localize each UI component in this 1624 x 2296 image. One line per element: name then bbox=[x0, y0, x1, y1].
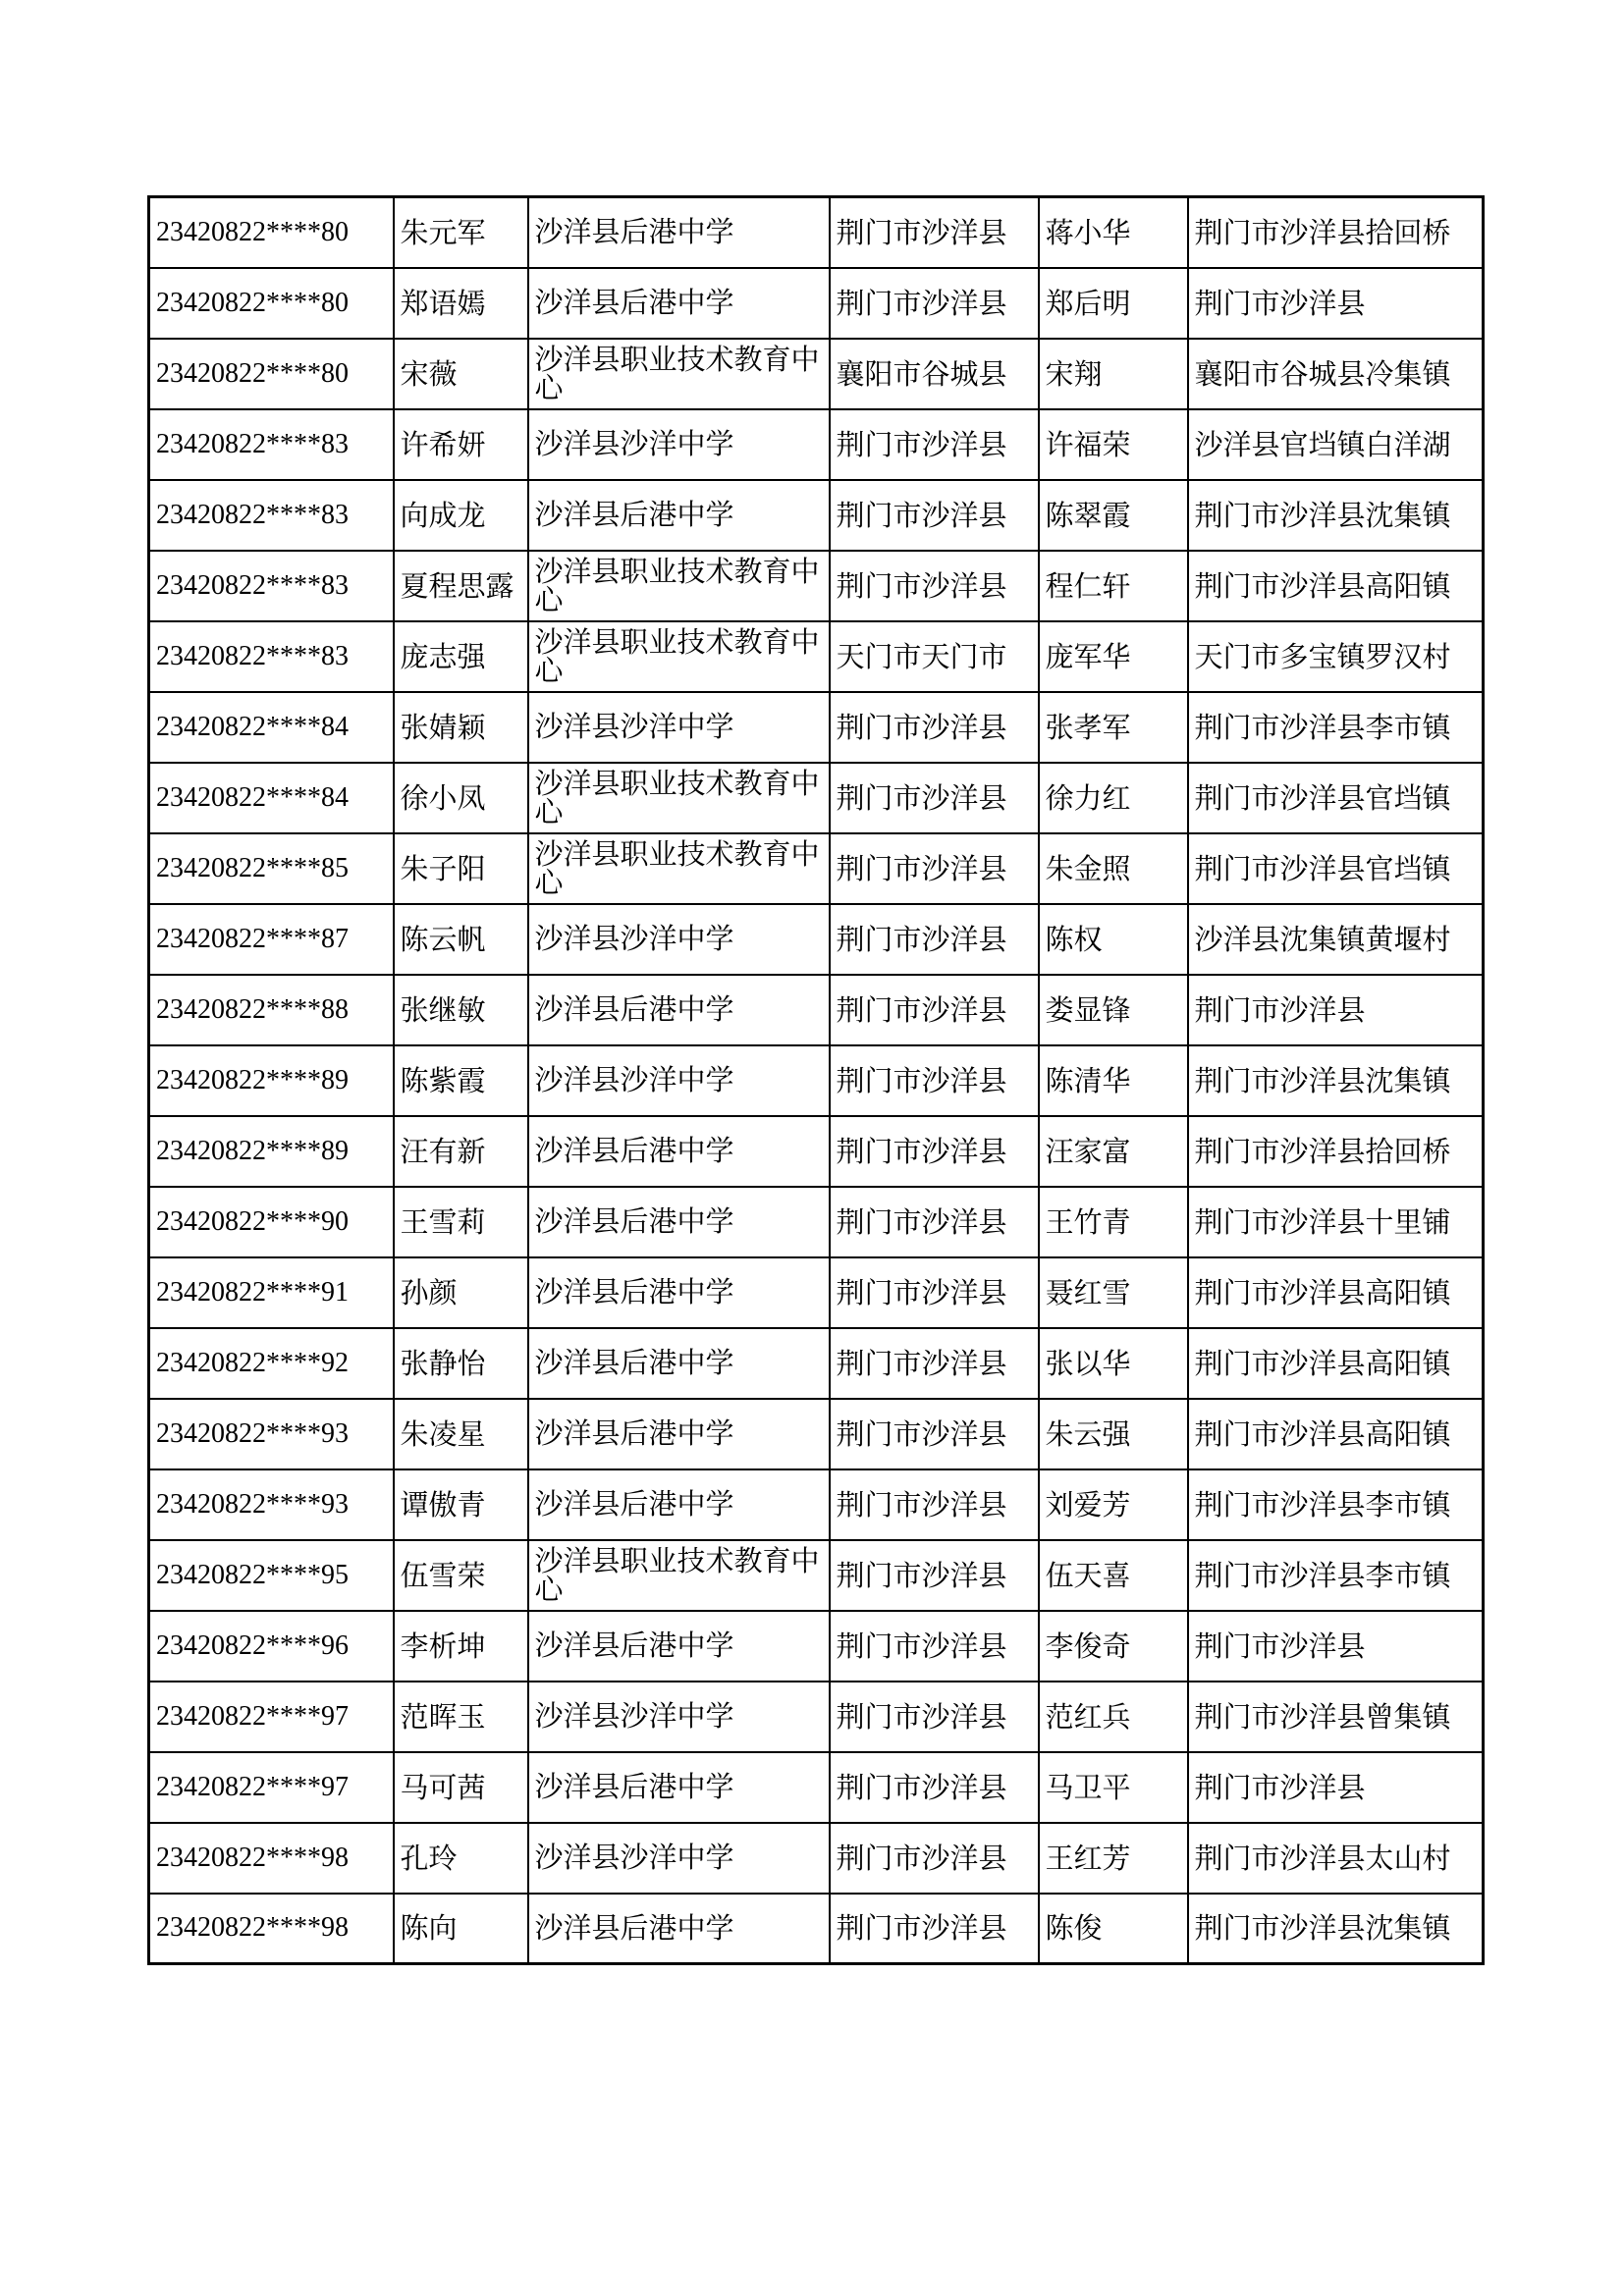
region-cell: 荆门市沙洋县 bbox=[830, 268, 1039, 339]
student-name-cell: 汪有新 bbox=[394, 1116, 528, 1187]
address-cell: 襄阳市谷城县冷集镇 bbox=[1188, 339, 1484, 409]
region-cell: 荆门市沙洋县 bbox=[830, 692, 1039, 763]
region-cell: 襄阳市谷城县 bbox=[830, 339, 1039, 409]
address-cell: 荆门市沙洋县沈集镇 bbox=[1188, 1045, 1484, 1116]
school-cell: 沙洋县后港中学 bbox=[528, 1611, 830, 1682]
school-cell: 沙洋县后港中学 bbox=[528, 1187, 830, 1257]
table-row bbox=[149, 904, 1484, 975]
guardian-name-cell: 陈清华 bbox=[1039, 1045, 1188, 1116]
region-cell: 荆门市沙洋县 bbox=[830, 1328, 1039, 1399]
region-cell: 荆门市沙洋县 bbox=[830, 197, 1039, 268]
school-cell: 沙洋县后港中学 bbox=[528, 480, 830, 551]
region-cell: 荆门市沙洋县 bbox=[830, 1752, 1039, 1823]
table-row bbox=[149, 692, 1484, 763]
address-cell: 荆门市沙洋县 bbox=[1188, 1611, 1484, 1682]
registration-id-cell: 23420822****95 bbox=[149, 1540, 394, 1611]
guardian-name-cell: 许福荣 bbox=[1039, 409, 1188, 480]
student-name-cell: 朱子阳 bbox=[394, 833, 528, 904]
registration-id-cell: 23420822****83 bbox=[149, 551, 394, 621]
school-cell: 沙洋县后港中学 bbox=[528, 1399, 830, 1469]
school-cell: 沙洋县职业技术教育中心 bbox=[528, 339, 830, 409]
registration-id-cell: 23420822****84 bbox=[149, 763, 394, 833]
region-cell: 荆门市沙洋县 bbox=[830, 1187, 1039, 1257]
guardian-name-cell: 王竹青 bbox=[1039, 1187, 1188, 1257]
address-cell: 荆门市沙洋县沈集镇 bbox=[1188, 480, 1484, 551]
guardian-name-cell: 张孝军 bbox=[1039, 692, 1188, 763]
region-cell: 荆门市沙洋县 bbox=[830, 975, 1039, 1045]
guardian-name-cell: 王红芳 bbox=[1039, 1823, 1188, 1894]
student-name-cell: 孙颜 bbox=[394, 1257, 528, 1328]
registration-id-cell: 23420822****87 bbox=[149, 904, 394, 975]
school-cell: 沙洋县后港中学 bbox=[528, 1328, 830, 1399]
guardian-name-cell: 程仁轩 bbox=[1039, 551, 1188, 621]
student-name-cell: 陈云帆 bbox=[394, 904, 528, 975]
registration-id-cell: 23420822****80 bbox=[149, 339, 394, 409]
school-cell: 沙洋县后港中学 bbox=[528, 1469, 830, 1540]
registration-id-cell: 23420822****80 bbox=[149, 268, 394, 339]
school-cell: 沙洋县沙洋中学 bbox=[528, 1823, 830, 1894]
table-row bbox=[149, 480, 1484, 551]
table-row bbox=[149, 1682, 1484, 1752]
address-cell: 荆门市沙洋县 bbox=[1188, 975, 1484, 1045]
school-cell: 沙洋县沙洋中学 bbox=[528, 904, 830, 975]
registration-id-cell: 23420822****83 bbox=[149, 621, 394, 692]
guardian-name-cell: 李俊奇 bbox=[1039, 1611, 1188, 1682]
school-cell: 沙洋县沙洋中学 bbox=[528, 692, 830, 763]
region-cell: 荆门市沙洋县 bbox=[830, 551, 1039, 621]
table-row bbox=[149, 409, 1484, 480]
region-cell: 荆门市沙洋县 bbox=[830, 1682, 1039, 1752]
student-name-cell: 朱元军 bbox=[394, 197, 528, 268]
address-cell: 荆门市沙洋县高阳镇 bbox=[1188, 1257, 1484, 1328]
guardian-name-cell: 陈权 bbox=[1039, 904, 1188, 975]
table-row bbox=[149, 197, 1484, 268]
table-row bbox=[149, 551, 1484, 621]
registration-id-cell: 23420822****96 bbox=[149, 1611, 394, 1682]
guardian-name-cell: 范红兵 bbox=[1039, 1682, 1188, 1752]
student-name-cell: 陈向 bbox=[394, 1894, 528, 1964]
region-cell: 荆门市沙洋县 bbox=[830, 763, 1039, 833]
guardian-name-cell: 张以华 bbox=[1039, 1328, 1188, 1399]
region-cell: 荆门市沙洋县 bbox=[830, 1399, 1039, 1469]
address-cell: 荆门市沙洋县高阳镇 bbox=[1188, 1399, 1484, 1469]
guardian-name-cell: 娄显锋 bbox=[1039, 975, 1188, 1045]
school-cell: 沙洋县职业技术教育中心 bbox=[528, 621, 830, 692]
registration-id-cell: 23420822****84 bbox=[149, 692, 394, 763]
school-cell: 沙洋县职业技术教育中心 bbox=[528, 763, 830, 833]
guardian-name-cell: 聂红雪 bbox=[1039, 1257, 1188, 1328]
registration-id-cell: 23420822****98 bbox=[149, 1894, 394, 1964]
student-name-cell: 许希妍 bbox=[394, 409, 528, 480]
address-cell: 荆门市沙洋县曾集镇 bbox=[1188, 1682, 1484, 1752]
table-row bbox=[149, 621, 1484, 692]
guardian-name-cell: 庞军华 bbox=[1039, 621, 1188, 692]
table-row bbox=[149, 1540, 1484, 1611]
student-name-cell: 王雪莉 bbox=[394, 1187, 528, 1257]
school-cell: 沙洋县后港中学 bbox=[528, 1752, 830, 1823]
region-cell: 荆门市沙洋县 bbox=[830, 1045, 1039, 1116]
address-cell: 沙洋县官垱镇白洋湖 bbox=[1188, 409, 1484, 480]
table-row bbox=[149, 339, 1484, 409]
region-cell: 荆门市沙洋县 bbox=[830, 409, 1039, 480]
school-cell: 沙洋县沙洋中学 bbox=[528, 1682, 830, 1752]
student-name-cell: 孔玲 bbox=[394, 1823, 528, 1894]
guardian-name-cell: 刘爱芳 bbox=[1039, 1469, 1188, 1540]
registration-id-cell: 23420822****89 bbox=[149, 1116, 394, 1187]
address-cell: 天门市多宝镇罗汉村 bbox=[1188, 621, 1484, 692]
table-row bbox=[149, 268, 1484, 339]
school-cell: 沙洋县沙洋中学 bbox=[528, 409, 830, 480]
address-cell: 荆门市沙洋县 bbox=[1188, 1752, 1484, 1823]
registration-id-cell: 23420822****98 bbox=[149, 1823, 394, 1894]
records-table-body bbox=[149, 197, 1484, 1964]
registration-id-cell: 23420822****83 bbox=[149, 480, 394, 551]
school-cell: 沙洋县后港中学 bbox=[528, 1116, 830, 1187]
registration-id-cell: 23420822****88 bbox=[149, 975, 394, 1045]
student-name-cell: 徐小凤 bbox=[394, 763, 528, 833]
student-name-cell: 夏程思露 bbox=[394, 551, 528, 621]
table-row bbox=[149, 1469, 1484, 1540]
address-cell: 沙洋县沈集镇黄堰村 bbox=[1188, 904, 1484, 975]
guardian-name-cell: 陈俊 bbox=[1039, 1894, 1188, 1964]
registration-id-cell: 23420822****89 bbox=[149, 1045, 394, 1116]
table-row bbox=[149, 1116, 1484, 1187]
address-cell: 荆门市沙洋县李市镇 bbox=[1188, 1540, 1484, 1611]
region-cell: 荆门市沙洋县 bbox=[830, 1611, 1039, 1682]
region-cell: 荆门市沙洋县 bbox=[830, 1894, 1039, 1964]
region-cell: 荆门市沙洋县 bbox=[830, 1469, 1039, 1540]
address-cell: 荆门市沙洋县高阳镇 bbox=[1188, 551, 1484, 621]
table-row bbox=[149, 763, 1484, 833]
region-cell: 荆门市沙洋县 bbox=[830, 1257, 1039, 1328]
student-name-cell: 张婧颖 bbox=[394, 692, 528, 763]
guardian-name-cell: 朱云强 bbox=[1039, 1399, 1188, 1469]
region-cell: 荆门市沙洋县 bbox=[830, 1116, 1039, 1187]
table-row bbox=[149, 1823, 1484, 1894]
address-cell: 荆门市沙洋县太山村 bbox=[1188, 1823, 1484, 1894]
registration-id-cell: 23420822****90 bbox=[149, 1187, 394, 1257]
school-cell: 沙洋县后港中学 bbox=[528, 1257, 830, 1328]
school-cell: 沙洋县职业技术教育中心 bbox=[528, 551, 830, 621]
registration-id-cell: 23420822****93 bbox=[149, 1469, 394, 1540]
registration-id-cell: 23420822****97 bbox=[149, 1752, 394, 1823]
student-name-cell: 庞志强 bbox=[394, 621, 528, 692]
guardian-name-cell: 朱金照 bbox=[1039, 833, 1188, 904]
table-row bbox=[149, 1611, 1484, 1682]
registration-id-cell: 23420822****97 bbox=[149, 1682, 394, 1752]
student-name-cell: 李析坤 bbox=[394, 1611, 528, 1682]
region-cell: 荆门市沙洋县 bbox=[830, 904, 1039, 975]
address-cell: 荆门市沙洋县 bbox=[1188, 268, 1484, 339]
student-name-cell: 向成龙 bbox=[394, 480, 528, 551]
region-cell: 天门市天门市 bbox=[830, 621, 1039, 692]
school-cell: 沙洋县职业技术教育中心 bbox=[528, 1540, 830, 1611]
table-row bbox=[149, 1894, 1484, 1964]
address-cell: 荆门市沙洋县官垱镇 bbox=[1188, 763, 1484, 833]
student-name-cell: 范晖玉 bbox=[394, 1682, 528, 1752]
guardian-name-cell: 宋翔 bbox=[1039, 339, 1188, 409]
school-cell: 沙洋县后港中学 bbox=[528, 268, 830, 339]
student-name-cell: 伍雪荣 bbox=[394, 1540, 528, 1611]
table-row bbox=[149, 1187, 1484, 1257]
student-name-cell: 郑语嫣 bbox=[394, 268, 528, 339]
student-name-cell: 马可茜 bbox=[394, 1752, 528, 1823]
table-row bbox=[149, 1045, 1484, 1116]
registration-id-cell: 23420822****83 bbox=[149, 409, 394, 480]
student-name-cell: 谭傲青 bbox=[394, 1469, 528, 1540]
address-cell: 荆门市沙洋县官垱镇 bbox=[1188, 833, 1484, 904]
address-cell: 荆门市沙洋县十里铺 bbox=[1188, 1187, 1484, 1257]
school-cell: 沙洋县后港中学 bbox=[528, 975, 830, 1045]
student-name-cell: 张继敏 bbox=[394, 975, 528, 1045]
student-name-cell: 宋薇 bbox=[394, 339, 528, 409]
registration-id-cell: 23420822****91 bbox=[149, 1257, 394, 1328]
school-cell: 沙洋县后港中学 bbox=[528, 197, 830, 268]
region-cell: 荆门市沙洋县 bbox=[830, 1540, 1039, 1611]
student-name-cell: 张静怡 bbox=[394, 1328, 528, 1399]
registration-id-cell: 23420822****93 bbox=[149, 1399, 394, 1469]
table-row bbox=[149, 833, 1484, 904]
address-cell: 荆门市沙洋县高阳镇 bbox=[1188, 1328, 1484, 1399]
student-name-cell: 陈紫霞 bbox=[394, 1045, 528, 1116]
guardian-name-cell: 汪家富 bbox=[1039, 1116, 1188, 1187]
table-row bbox=[149, 975, 1484, 1045]
region-cell: 荆门市沙洋县 bbox=[830, 833, 1039, 904]
registration-id-cell: 23420822****80 bbox=[149, 197, 394, 268]
address-cell: 荆门市沙洋县拾回桥 bbox=[1188, 197, 1484, 268]
school-cell: 沙洋县后港中学 bbox=[528, 1894, 830, 1964]
guardian-name-cell: 徐力红 bbox=[1039, 763, 1188, 833]
guardian-name-cell: 郑后明 bbox=[1039, 268, 1188, 339]
table-row bbox=[149, 1257, 1484, 1328]
table-row bbox=[149, 1328, 1484, 1399]
region-cell: 荆门市沙洋县 bbox=[830, 1823, 1039, 1894]
table-row bbox=[149, 1399, 1484, 1469]
guardian-name-cell: 蒋小华 bbox=[1039, 197, 1188, 268]
student-name-cell: 朱凌星 bbox=[394, 1399, 528, 1469]
guardian-name-cell: 伍天喜 bbox=[1039, 1540, 1188, 1611]
table-row bbox=[149, 1752, 1484, 1823]
registration-id-cell: 23420822****92 bbox=[149, 1328, 394, 1399]
guardian-name-cell: 马卫平 bbox=[1039, 1752, 1188, 1823]
school-cell: 沙洋县沙洋中学 bbox=[528, 1045, 830, 1116]
guardian-name-cell: 陈翠霞 bbox=[1039, 480, 1188, 551]
records-table bbox=[147, 195, 1485, 1965]
address-cell: 荆门市沙洋县李市镇 bbox=[1188, 1469, 1484, 1540]
address-cell: 荆门市沙洋县李市镇 bbox=[1188, 692, 1484, 763]
address-cell: 荆门市沙洋县沈集镇 bbox=[1188, 1894, 1484, 1964]
address-cell: 荆门市沙洋县拾回桥 bbox=[1188, 1116, 1484, 1187]
registration-id-cell: 23420822****85 bbox=[149, 833, 394, 904]
school-cell: 沙洋县职业技术教育中心 bbox=[528, 833, 830, 904]
region-cell: 荆门市沙洋县 bbox=[830, 480, 1039, 551]
